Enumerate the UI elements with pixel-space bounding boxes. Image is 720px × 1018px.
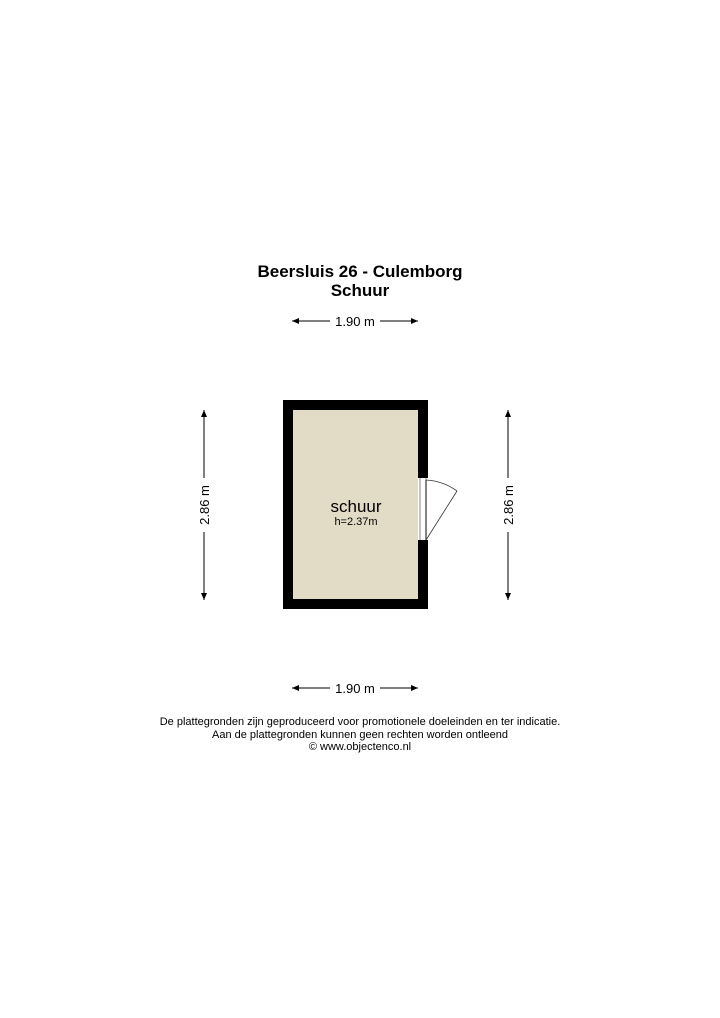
room-height-label: h=2.37m: [334, 516, 378, 528]
door-swing: [426, 480, 457, 540]
bottom-width-label: 1.90 m: [335, 681, 375, 696]
left-height-label: 2.86 m: [197, 485, 212, 525]
disclaimer-line-1: De plattegronden zijn geproduceerd voor promotionele doeleinden en ter indicatie.: [159, 716, 561, 728]
plan-title: Beersluis 26 - Culemborg: [257, 262, 463, 281]
disclaimer-line-2: Aan de plattegronden kunnen geen rechten worden ontleend: [211, 728, 508, 741]
disclaimer: [0, 716, 720, 754]
plan-subtitle: Schuur: [330, 281, 390, 300]
room-name-label: schuur: [330, 497, 382, 516]
bottom-width-dimension: [292, 681, 418, 696]
top-width-label: 1.90 m: [335, 314, 375, 329]
left-height-dimension: [197, 410, 212, 600]
right-height-label: 2.86 m: [501, 485, 516, 525]
disclaimer-line-3: © www.objectenco.nl: [308, 741, 412, 753]
top-width-dimension: [292, 314, 418, 329]
right-height-dimension: [501, 410, 516, 600]
